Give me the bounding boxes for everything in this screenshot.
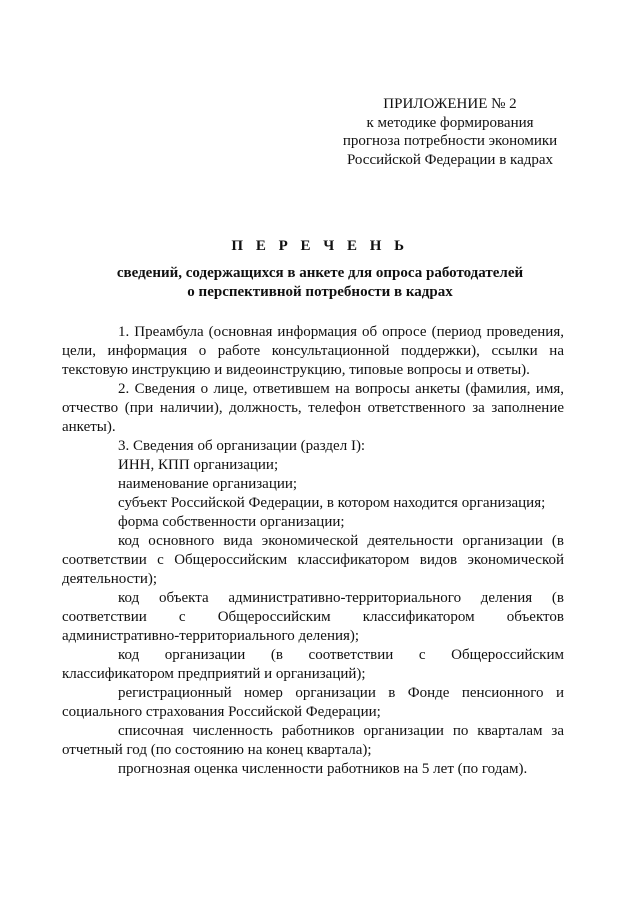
list-item-ownership-form: форма собственности организации;: [118, 514, 345, 530]
document-subtitle: [0, 264, 640, 301]
appendix-header: [300, 95, 600, 169]
list-item-inn-kpp: ИНН, КПП организации;: [118, 457, 279, 473]
list-item-region: субъект Российской Федерации, в котором находится организация;: [118, 495, 546, 511]
subtitle-line-1: сведений, содержащихся в анкете для опроса работодателей: [116, 265, 524, 281]
appendix-line-2: к методике формирования: [366, 114, 534, 131]
appendix-line-3: прогноза потребности экономики: [342, 133, 558, 149]
list-item-okpo-code: код организации (в соответствии с Общероссийским классификатором предприятий и организаций);: [62, 647, 564, 682]
list-item-headcount-forecast: прогнозная оценка численности работников на 5 лет (по годам).: [118, 761, 528, 777]
appendix-line-4: Российской Федерации в кадрах: [346, 151, 554, 168]
document-title: П Е Р Е Ч Е Н Ь: [231, 238, 409, 254]
document-body: [62, 323, 564, 779]
list-item-okato-code: код объекта административно-территориального деления (в соответствии с Общероссийским классификатором объектов административно-территориального деления);: [62, 590, 564, 644]
list-item-headcount-quarterly: списочная численность работников организации по кварталам за отчетный год (по состоянию на конец квартала);: [62, 723, 564, 758]
list-item-org-name: наименование организации;: [118, 476, 298, 492]
appendix-number: ПРИЛОЖЕНИЕ № 2: [383, 96, 517, 112]
paragraph-organization-section: 3. Сведения об организации (раздел I):: [118, 438, 366, 454]
subtitle-line-2: о перспективной потребности в кадрах: [187, 283, 453, 300]
paragraph-preamble: 1. Преамбула (основная информация об опросе (период проведения, цели, информация о работе консультационной поддержки), ссылки на текстовую инструкцию и видеоинструкцию, типовые вопросы и ответы).: [62, 324, 564, 378]
list-item-okved-code: код основного вида экономической деятельности организации (в соответствии с Общероссийским классификатором видов экономической деятельности);: [62, 533, 564, 587]
list-item-pension-fund-number: регистрационный номер организации в Фонде пенсионного и социального страхования Российской Федерации;: [62, 685, 564, 720]
paragraph-respondent: 2. Сведения о лице, ответившем на вопросы анкеты (фамилия, имя, отчество (при наличии), должность, телефон ответственного за заполнение анкеты).: [62, 381, 564, 435]
